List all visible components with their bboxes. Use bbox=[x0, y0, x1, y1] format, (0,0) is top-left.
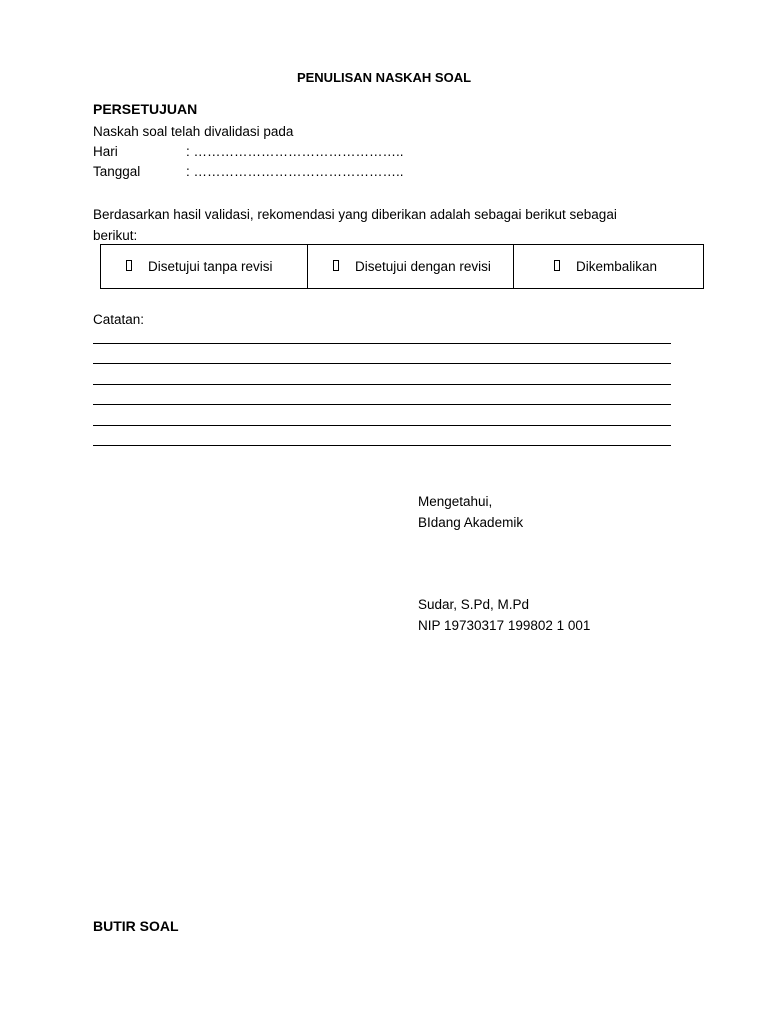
option-label: Disetujui tanpa revisi bbox=[148, 259, 273, 274]
day-row bbox=[93, 142, 404, 162]
department-label: BIdang Akademik bbox=[418, 515, 524, 530]
option-label: Disetujui dengan revisi bbox=[355, 259, 491, 274]
date-row bbox=[93, 162, 404, 182]
notes-label: Catatan: bbox=[93, 312, 145, 327]
date-label: Tanggal bbox=[93, 164, 141, 179]
approval-heading: PERSETUJUAN bbox=[93, 101, 198, 117]
acknowledged-label: Mengetahui, bbox=[418, 494, 493, 509]
day-label: Hari bbox=[93, 144, 118, 159]
notes-blank-line[interactable] bbox=[93, 445, 671, 446]
notes-blank-line[interactable] bbox=[93, 425, 671, 426]
notes-blank-line[interactable] bbox=[93, 404, 671, 405]
checkbox-icon[interactable] bbox=[554, 260, 560, 271]
signatory-nip: NIP 19730317 199802 1 001 bbox=[418, 618, 591, 633]
notes-blank-line[interactable] bbox=[93, 384, 671, 385]
notes-blank-line[interactable] bbox=[93, 363, 671, 364]
option-approved-with-revision[interactable] bbox=[307, 245, 513, 288]
option-approved-no-revision[interactable] bbox=[101, 245, 307, 288]
document-title: PENULISAN NASKAH SOAL bbox=[296, 70, 472, 85]
recommendation-paragraph: Berdasarkan hasil validasi, rekomendasi yang diberikan adalah sebagai berikut sebagai berikut: bbox=[93, 207, 617, 243]
option-label: Dikembalikan bbox=[576, 259, 658, 274]
validation-intro: Naskah soal telah divalidasi pada bbox=[93, 124, 294, 139]
option-returned[interactable] bbox=[513, 245, 703, 288]
date-value: : ……………………………………….. bbox=[186, 164, 404, 179]
checkbox-icon[interactable] bbox=[126, 260, 132, 271]
notes-blank-line[interactable] bbox=[93, 343, 671, 344]
checkbox-icon[interactable] bbox=[333, 260, 339, 271]
question-items-heading: BUTIR SOAL bbox=[93, 918, 179, 934]
day-value: : ……………………………………….. bbox=[186, 144, 404, 159]
signatory-name: Sudar, S.Pd, M.Pd bbox=[418, 597, 530, 612]
recommendation-options-table bbox=[100, 244, 704, 289]
